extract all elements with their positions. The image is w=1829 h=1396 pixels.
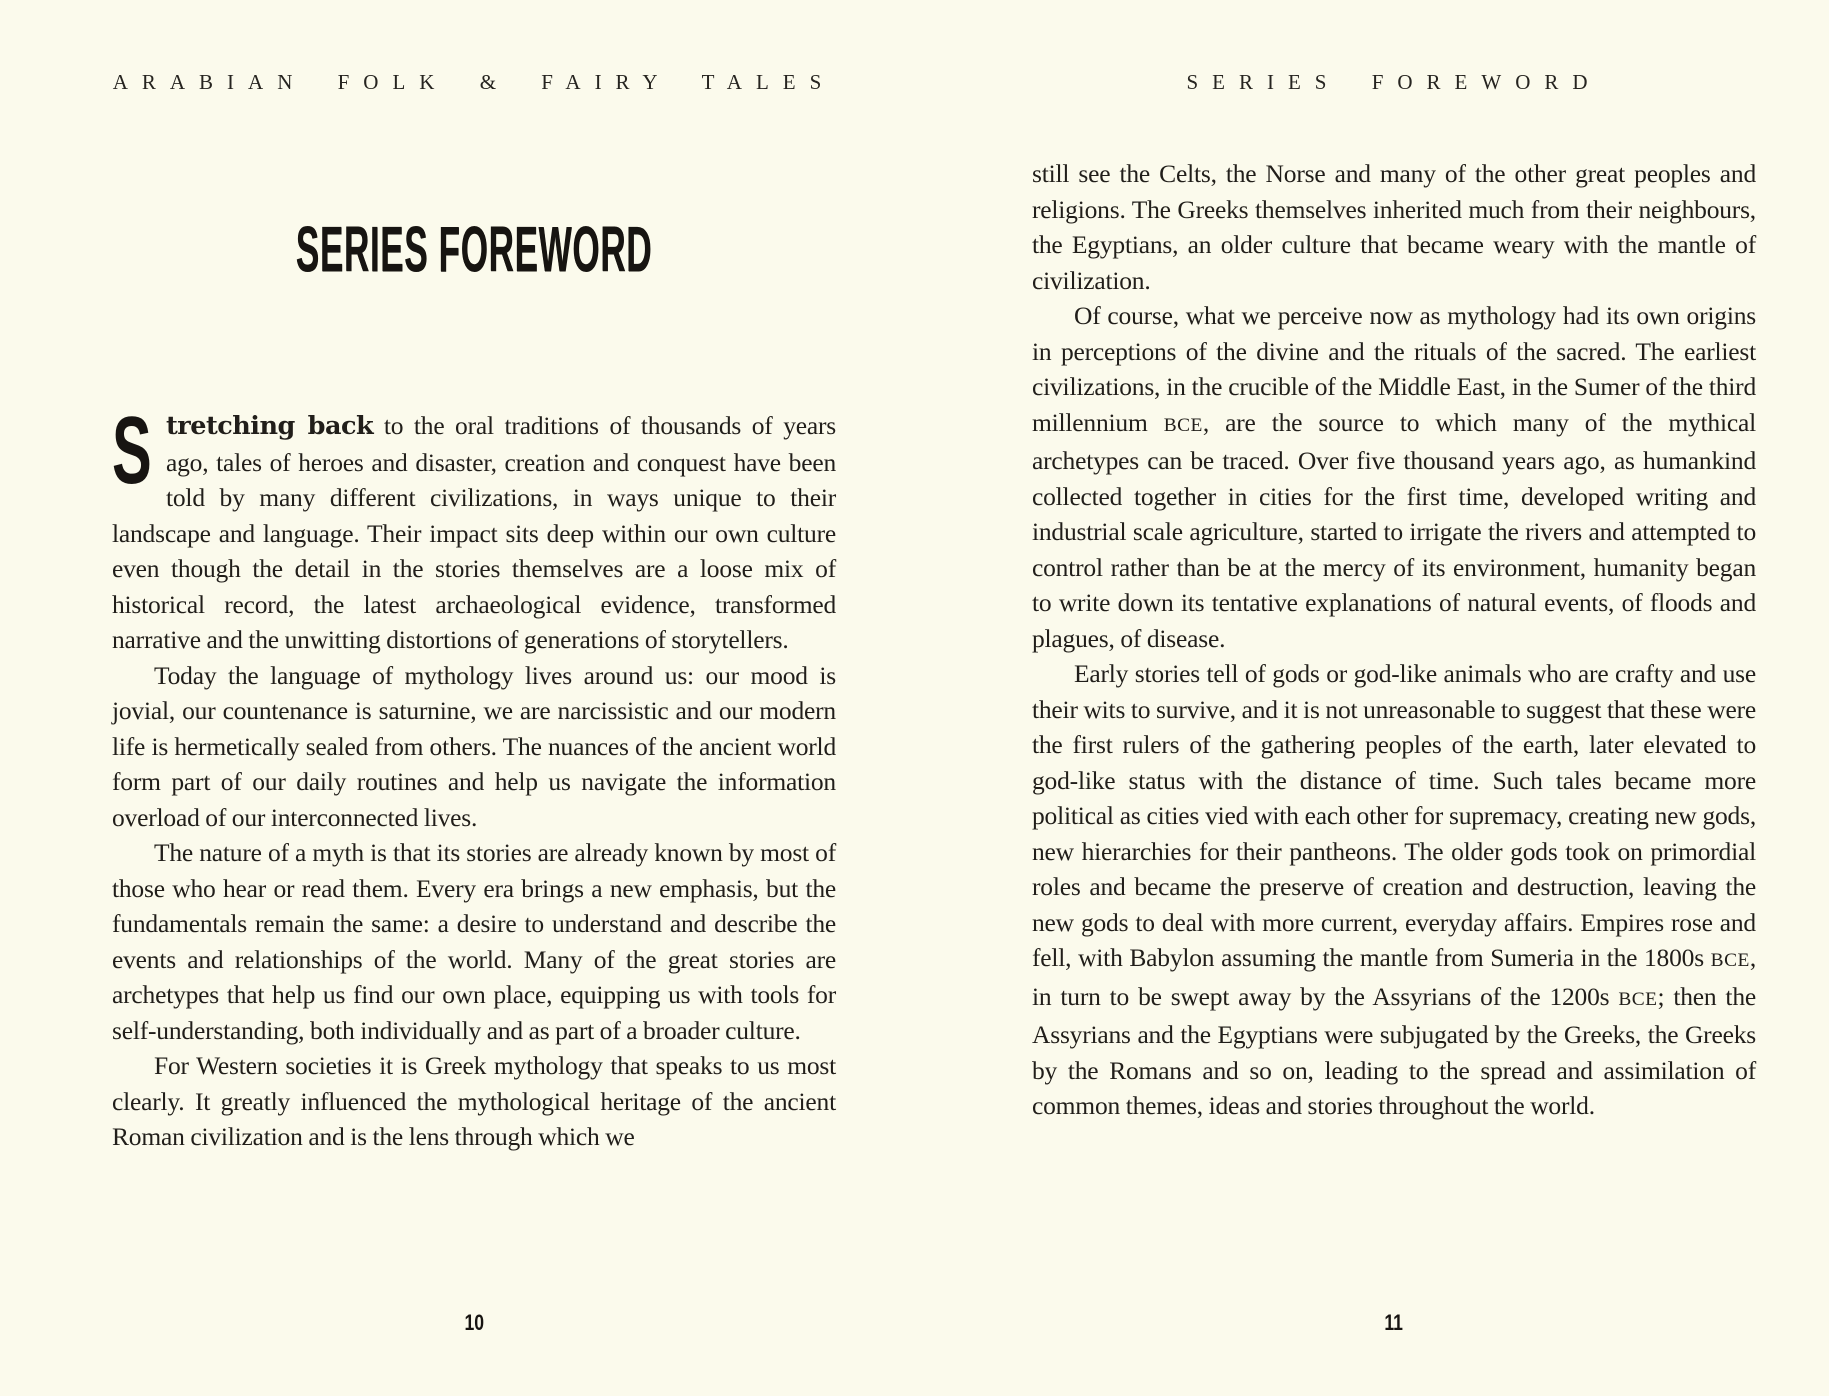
text-segment-smallcaps: BCE (1618, 988, 1658, 1010)
text-segment-smallcaps: BCE (1163, 414, 1203, 436)
text-segment: still see the Celts, the Norse and many of the other great peoples and religions. The Greeks themselves inherited much from their neighbours, the Egyptians, an older culture that became weary with the mantle of civilization. (1032, 159, 1756, 295)
text-segment: The nature of a myth is that its stories are already known by most of those who hear or read them. Every era brings a new emphasis, but the fundamentals remain the same: a desire to understand and describe the events and relationships of the world. Many of the great stories are archetypes that help us find our own place, equipping us with tools for self-understanding, both individually and as part of a broader culture. (112, 838, 836, 1045)
text-segment: Today the language of mythology lives around us: our mood is jovial, our countenance is saturnine, we are narcissistic and our modern life is hermetically sealed from others. The nuances of the ancient world form part of our daily routines and help us navigate the information overload of our interconnected lives. (112, 660, 836, 832)
right-running-head: SERIES FOREWORD (1186, 70, 1602, 94)
paragraph (112, 658, 836, 836)
right-folio (1032, 1310, 1756, 1336)
text-segment-smallcaps: BCE (1710, 950, 1750, 971)
left-title-row (112, 212, 836, 286)
text-segment: Of course, what we perceive now as mythology had its own origins in perceptions of the divine and the rituals of the sacred. The earliest civilizations, in the crucible of the Middle East, in the Sumer of the third millennium (1032, 301, 1756, 437)
paragraph (112, 1048, 836, 1155)
text-segment: , are the source to which many of the mythical archetypes can be traced. Over five thousand years ago, as humankind collected together in cities for the first time, developed writing and industrial scale agriculture, started to irrigate the rivers and attempted to control rather than be at the mercy of its environment, humanity began to write down its tentative explanations of natural events, of floods and plagues, of disease. (1032, 407, 1756, 653)
text-segment: For Western societies it is Greek mythology that speaks to us most clearly. It greatly influenced the mythological heritage of the ancient Roman civilization and is the lens through which we (112, 1051, 836, 1151)
paragraph (1032, 298, 1756, 656)
dropcap-letter: S (112, 397, 152, 504)
paragraph (1032, 656, 1756, 1124)
left-page-body (112, 397, 836, 1155)
text-segment-bold: tretching back (166, 411, 374, 441)
paragraph (112, 397, 836, 658)
paragraph (112, 835, 836, 1048)
page-title: SERIES FOREWORD (295, 213, 653, 285)
paragraph (1032, 156, 1756, 298)
text-segment: Early stories tell of gods or god-like animals who are crafty and use their wits to survive, and it is not unreasonable to suggest that these were the first rulers of the gathering peoples of the earth, later elevated to god-like status with the distance of time. Such tales became more political as cities vied with each other for supremacy, creating new gods, new hierarchies for their pantheons. The older gods took on primordial roles and became the preserve of creation and destruction, leaving the new gods to deal with more current, everyday affairs. Empires rose and fell, with Babylon assuming the mantle from Sumeria in the 1800s (1032, 659, 1756, 972)
text-segment: to the oral traditions of thousands of years ago, tales of heroes and disaster, creation and conquest have been told by many different civilizations, in ways unique to their landscape and language. Their impact sits deep within our own culture even though the detail in the stories themselves are a loose mix of historical record, the latest archaeological evidence, transformed narrative and the unwitting distortions of generations of storytellers. (112, 411, 836, 654)
right-page-body (1032, 156, 1756, 1124)
text-segment: , in turn to be swept away by the Assyrians of the 1200s (1032, 943, 1756, 1011)
left-page-number: 10 (464, 1310, 484, 1335)
text-segment: ; then the Assyrians and the Egyptians were subjugated by the Greeks, the Greeks by the Romans and so on, leading to the spread and assimilation of common themes, ideas and stories throughout the world. (1032, 981, 1756, 1120)
left-running-head: ARABIAN FOLK & FAIRY TALES (112, 70, 836, 94)
right-page-number: 11 (1384, 1310, 1404, 1335)
left-folio (112, 1310, 836, 1336)
